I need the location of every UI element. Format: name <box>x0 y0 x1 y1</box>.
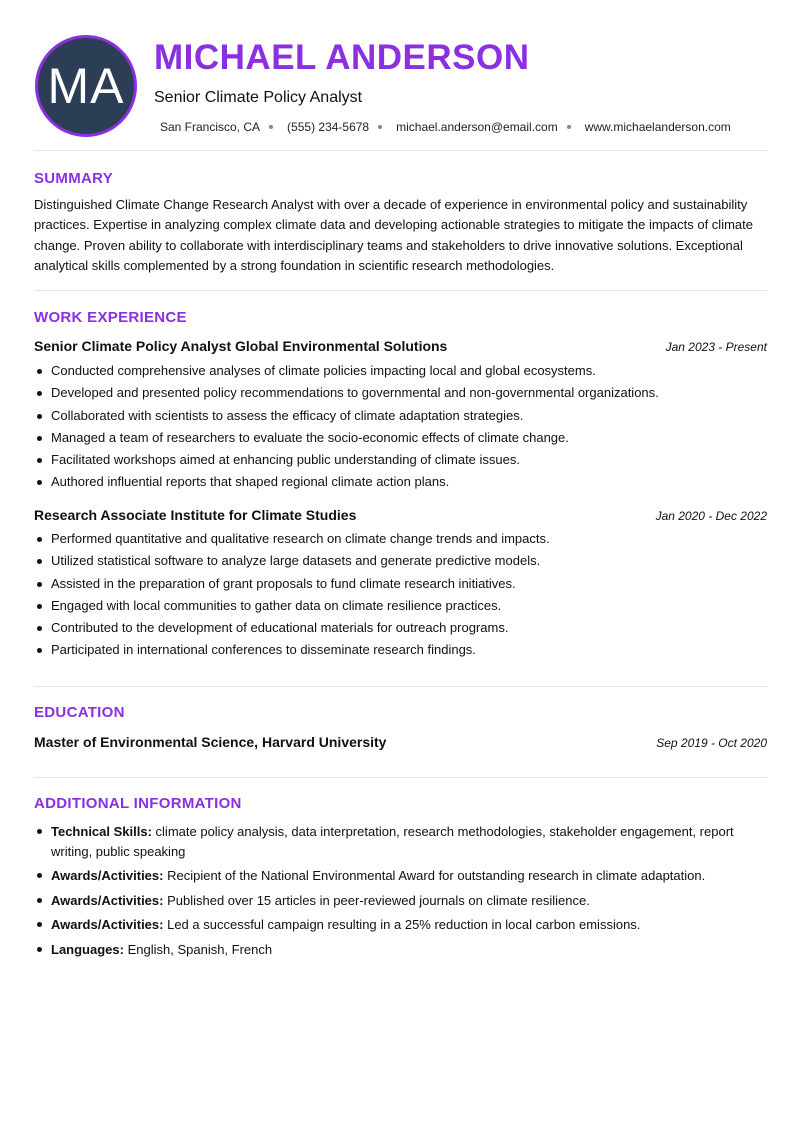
avatar <box>35 35 137 137</box>
item-label: Technical Skills: <box>51 824 152 839</box>
list-item: Utilized statistical software to analyze large datasets and generate predictive models. <box>34 550 767 572</box>
item-label: Awards/Activities: <box>51 892 164 908</box>
avatar-initials: MA <box>47 58 125 114</box>
job-header <box>34 507 767 523</box>
list-item: Facilitated workshops aimed at enhancing public understanding of climate issues. <box>34 449 767 471</box>
item-text: English, Spanish, French <box>127 941 273 957</box>
separator-dot <box>378 125 382 129</box>
list-item <box>34 915 767 935</box>
experience-heading: WORK EXPERIENCE <box>34 309 187 326</box>
contact-website[interactable]: www.michaelanderson.com <box>584 120 731 134</box>
job-dates: Jan 2020 - Dec 2022 <box>655 509 767 523</box>
item-text: Led a successful campaign resulting in a 25% reduction in local carbon emissions. <box>167 917 641 932</box>
item-label: Awards/Activities: <box>51 917 164 932</box>
list-item <box>34 866 767 886</box>
item-label: Languages: <box>51 941 124 957</box>
job-dates: Jan 2023 - Present <box>665 340 767 354</box>
job-bullets <box>34 528 767 662</box>
list-item <box>34 891 767 911</box>
list-item <box>34 822 767 861</box>
summary-heading: SUMMARY <box>34 170 114 187</box>
divider <box>34 290 767 291</box>
education-degree: Master of Environmental Science, Harvard University <box>34 734 387 750</box>
list-item: Performed quantitative and qualitative research on climate change trends and impacts. <box>34 528 767 550</box>
contact-phone[interactable]: (555) 234-5678 <box>287 120 370 134</box>
item-text: Recipient of the National Environmental Award for outstanding research in climate adaptation. <box>167 868 706 883</box>
divider <box>34 686 767 687</box>
list-item <box>34 940 767 960</box>
item-text: Published over 15 articles in peer-reviewed journals on climate resilience. <box>167 892 590 908</box>
separator-dot <box>567 125 571 129</box>
contact-info <box>160 120 731 134</box>
list-item: Managed a team of researchers to evaluate the socio-economic effects of climate change. <box>34 427 767 449</box>
list-item: Contributed to the development of educational materials for outreach programs. <box>34 617 767 639</box>
list-item: Conducted comprehensive analyses of climate policies impacting local and global ecosystems. <box>34 360 767 382</box>
list-item: Participated in international conferences to disseminate research findings. <box>34 639 767 661</box>
education-heading: EDUCATION <box>34 704 125 721</box>
list-item: Assisted in the preparation of grant proposals to fund climate research initiatives. <box>34 573 767 595</box>
additional-heading: ADDITIONAL INFORMATION <box>34 795 242 812</box>
list-item: Collaborated with scientists to assess the efficacy of climate adaptation strategies. <box>34 405 767 427</box>
separator-dot <box>269 125 273 129</box>
job-bullets <box>34 360 767 494</box>
item-text: climate policy analysis, data interpretation, research methodologies, stakeholder engagement, report writing, public speaking <box>51 824 734 859</box>
education-dates: Sep 2019 - Oct 2020 <box>656 736 767 750</box>
item-label: Awards/Activities: <box>51 868 164 883</box>
list-item: Authored influential reports that shaped regional climate action plans. <box>34 471 767 493</box>
additional-list <box>34 822 767 964</box>
job-header <box>34 338 767 354</box>
contact-email[interactable]: michael.anderson@email.com <box>396 120 558 134</box>
summary-text: Distinguished Climate Change Research Analyst with over a decade of experience in environmental policy and sustainability practices. Expertise in analyzing complex climate data and developing actionable strategies to mitigate the impacts of climate change. Proven ability to collaborate with interdisciplinary teams and stakeholders to drive innovative solutions. Exceptional analytical skills complemented by a strong foundation in scientific research methodologies. <box>34 197 753 274</box>
candidate-title: Senior Climate Policy Analyst <box>154 89 363 106</box>
contact-location: San Francisco, CA <box>160 120 261 134</box>
divider <box>34 777 767 778</box>
education-entry <box>34 734 767 750</box>
list-item: Engaged with local communities to gather data on climate resilience practices. <box>34 595 767 617</box>
divider <box>34 150 767 151</box>
job-role: Senior Climate Policy Analyst Global Environmental Solutions <box>34 338 448 354</box>
job-role: Research Associate Institute for Climate Studies <box>34 507 357 523</box>
candidate-name: MICHAEL ANDERSON <box>154 38 530 77</box>
list-item: Developed and presented policy recommendations to governmental and non-governmental organizations. <box>34 382 767 404</box>
